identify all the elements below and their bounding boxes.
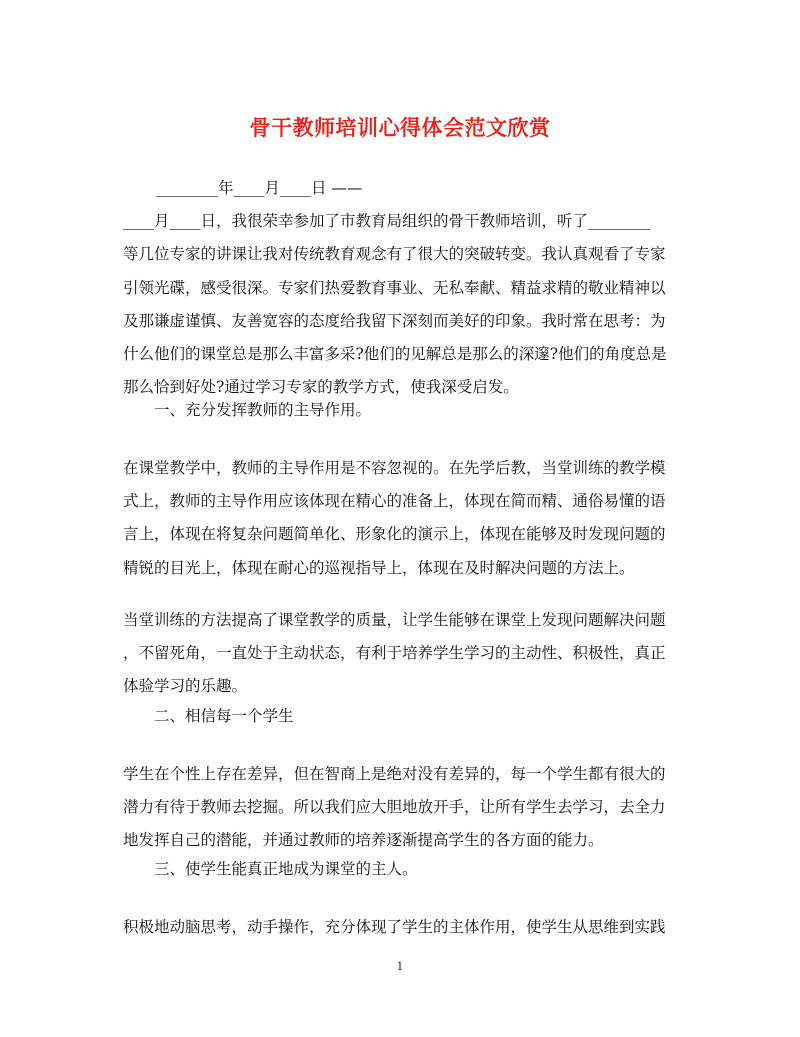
paragraph-line: 学生在个性上存在差异，但在智商上是绝对没有差异的，每一个学生都有很大的: [123, 765, 666, 783]
paragraph-line: ____月____日，我很荣幸参加了市教育局组织的骨干教师培训，听了________: [123, 212, 651, 231]
date-line: ________年____月____日 ——: [156, 179, 363, 197]
paragraph-line: 及那谦虚谨慎、友善宽容的态度给我留下深刻而美好的印象。我时常在思考：为: [123, 311, 666, 330]
section-heading-text: 三、使学生能真正地成为课堂的主人。: [154, 860, 418, 878]
paragraph-line: 精锐的目光上，体现在耐心的巡视指导上，体现在及时解决问题的方法上。: [123, 558, 635, 577]
paragraph-line: 等几位专家的讲课让我对传统教育观念有了很大的突破转变。我认真观看了专家: [123, 245, 666, 264]
page-number: 1: [396, 960, 404, 973]
paragraph-line: 积极地动脑思考，动手操作，充分体现了学生的主体作用，使学生从思维到实践: [123, 918, 666, 936]
paragraph-line: ，不留死角，一直处于主动状态，有利于培养学生学习的主动性、积极性，真正: [123, 644, 666, 663]
section-heading-2: [123, 700, 678, 733]
paragraph-line: 那么恰到好处?通过学习专家的教学方式，使我深受启发。: [123, 378, 519, 397]
paragraph-line: 体验学习的乐趣。: [123, 677, 248, 696]
paragraph-line: 什么他们的课堂总是那么丰富多采?他们的见解总是那么的深邃?他们的角度总是: [123, 344, 667, 363]
paragraph-line: 当堂训练的方法提高了课堂教学的质量，让学生能够在课堂上发现问题解决问题: [123, 611, 666, 629]
paragraph-believe-students: [123, 758, 678, 858]
intro-paragraph: [123, 172, 678, 404]
document-title: 骨干教师培训心得体会范文欣赏: [249, 116, 551, 140]
paragraph-line: 地发挥自己的潜能，并通过教师的培养逐渐提高学生的各方面的能力。: [123, 831, 604, 850]
paragraph-classroom-training: [123, 604, 678, 704]
paragraph-line: 引领光碟，感受很深。专家们热爱教育事业、无私奉献、精益求精的敬业精神以: [123, 278, 666, 297]
paragraph-line: 式上，教师的主导作用应该体现在精心的准备上，体现在简而精、通俗易懂的语: [123, 492, 666, 511]
paragraph-teacher-role: [123, 452, 678, 585]
paragraph-line: 潜力有待于教师去挖掘。所以我们应大胆地放开手，让所有学生去学习，去全力: [123, 798, 666, 817]
section-heading-text: 二、相信每一个学生: [154, 707, 294, 725]
paragraph-line: 言上，体现在将复杂问题简单化、形象化的演示上，体现在能够及时发现问题的: [123, 525, 666, 544]
paragraph-line: 在课堂教学中，教师的主导作用是不容忽视的。在先学后教，当堂训练的教学模: [123, 459, 666, 477]
paragraph-active-thinking: [123, 911, 678, 944]
section-heading-3: [123, 853, 678, 886]
section-heading-1: [123, 394, 678, 427]
section-heading-text: 一、充分发挥教师的主导作用。: [154, 401, 372, 419]
